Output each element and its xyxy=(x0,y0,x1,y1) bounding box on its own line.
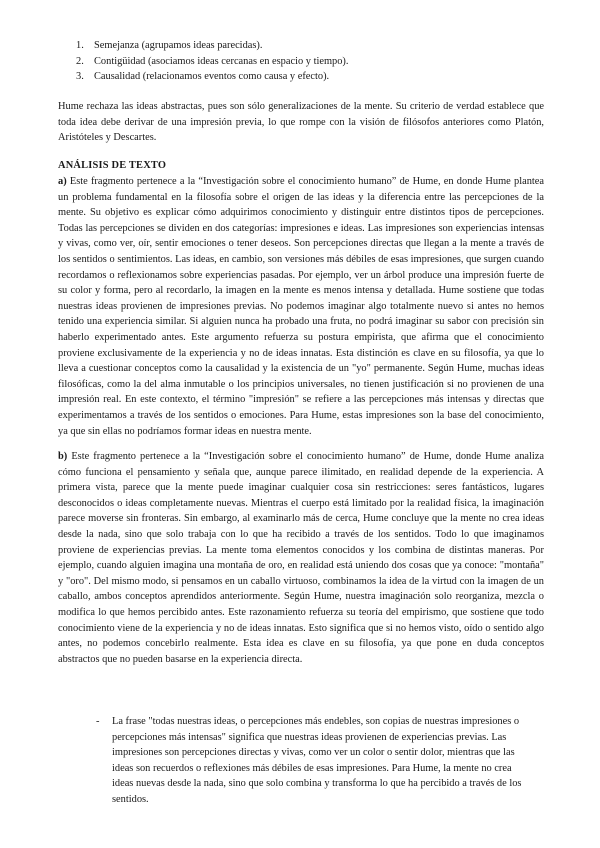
paragraph-a xyxy=(58,174,544,439)
list-number: 3. xyxy=(76,71,84,83)
dash-marker: - xyxy=(96,716,100,727)
list-text: Causalidad (relacionamos eventos como causa y efecto). xyxy=(94,71,330,83)
list-text: Semejanza (agrupamos ideas parecidas). xyxy=(94,40,263,51)
dash-item-text: La frase "todas nuestras ideas, o percepciones más endebles, son copias de nuestras impresiones o percepciones más intensas" significa que nuestras ideas provienen de experiencias previas. Las impresiones son percepciones directas y vivas, como ver un color o sentir dolor, mientras que las ideas son recuerdos o reflexiones más débiles de esas impresiones. Para Hume, la mente no crea ideas nuevas desde la nada, sino que solo combina y transforma lo que ha percibido a través de los sentidos. xyxy=(112,716,522,805)
list-item xyxy=(58,54,544,70)
intro-paragraph: Hume rechaza las ideas abstractas, pues son sólo generalizaciones de la mente. Su criterio de verdad establece que toda idea debe derivar de una impresión previa, lo que rompe con la visión de filósofos anteriores como Platón, Aristóteles y Descartes. xyxy=(58,101,544,144)
list-item xyxy=(58,69,544,85)
list-item xyxy=(58,38,544,54)
paragraph-a-text: Este fragmento pertenece a la “Investigación sobre el conocimiento humano” de Hume, en donde Hume plantea un problema fundamental en la filosofía sobre el origen de las ideas y la diferencia entre las percepciones de la mente. Su objetivo es explicar cómo adquirimos conocimiento y distinguir entre distintos tipos de percepciones. Todas las percepciones se dividen en dos categorías: impresiones e ideas. Las impresiones son experiencias intensas y vivas, como ver, oír, sentir emociones o tener deseos. Son percepciones directas que llegan a la mente a través de los sentidos o sentimientos. Las ideas, en cambio, son versiones más débiles de esas impresiones, que surgen cuando recordamos o reflexionamos sobre experiencias pasadas. Por ejemplo, ver un árbol produce una impresión fuerte de su color y forma, pero al recordarlo, la imagen en la mente es menos intensa y detallada. Hume sostiene que todas nuestras ideas provienen de impresiones previas. No podemos imaginar algo totalmente nuevo si antes no hemos tenido una experiencia similar. Si alguien nunca ha probado una fruta, no podrá imaginar su sabor con precisión sin haberlo experimentado antes. Este argumento refuerza su postura empirista, que afirma que el conocimiento proviene exclusivamente de la experiencia y no de ideas innatas. Esta distinción es clave en su filosofía, ya que lo lleva a cuestionar conceptos como la causalidad y la existencia de un "yo" permanente. Según Hume, muchas ideas filosóficas, como la del alma inmutable o los principios universales, no tienen justificación si no provienen de una impresión real. En este contexto, el término "impresión" se refiere a las percepciones más intensas y directas que experimentamos a través de los sentidos o emociones. Para Hume, estas impresiones son la base del conocimiento, ya que sin ellas no podríamos formar ideas en nuestra mente. xyxy=(58,176,544,437)
list-text: Contigüidad (asociamos ideas cercanas en espacio y tiempo). xyxy=(94,55,349,67)
paragraph-b-text: Este fragmento pertenece a la “Investigación sobre el conocimiento humano” de Hume, donde Hume analiza cómo funciona el pensamiento y señala que, aunque parece ilimitado, en realidad depende de la experiencia. A primera vista, parece que la mente puede imaginar cualquier cosa sin restricciones: seres fantásticos, lugares desconocidos o ideas completamente nuevas. Mientras el cuerpo está limitado por la realidad física, la imaginación parece moverse sin fronteras. Sin embargo, al examinarlo más de cerca, Hume concluye que la mente no crea ideas desde la nada, sino que solo trabaja con lo que ha recibido a través de los sentidos. Todo lo que imaginamos proviene de experiencias previas. La mente toma elementos conocidos y los combina de distintas maneras. Por ejemplo, cuando alguien imagina una montaña de oro, en realidad está uniendo dos cosas que ya conoce: "montaña" y "oro". Del mismo modo, si pensamos en un caballo virtuoso, combinamos la idea de la virtud con la imagen de un caballo, ambos conceptos aprendidos anteriormente. Según Hume, nuestra imaginación solo reorganiza, mezcla o modifica lo que hemos percibido antes. Este razonamiento refuerza su teoría del empirismo, que sostiene que todo conocimiento viene de la experiencia y no de ideas innatas. Esto significa que si no hemos visto, oído o sentido algo antes, no podemos concebirlo realmente. Esta idea es clave en su filosofía, ya que pone en duda conceptos abstractos que no pueden basarse en la experiencia directa. xyxy=(58,451,544,665)
list-number: 1. xyxy=(76,40,84,51)
paragraph-b-label: b) xyxy=(58,451,68,462)
paragraph-b xyxy=(58,449,544,667)
association-list xyxy=(58,38,544,85)
paragraph-a-label: a) xyxy=(58,176,67,187)
list-number: 2. xyxy=(76,55,84,67)
dash-list-item xyxy=(96,714,532,808)
section-heading: ANÁLISIS DE TEXTO xyxy=(58,160,167,171)
